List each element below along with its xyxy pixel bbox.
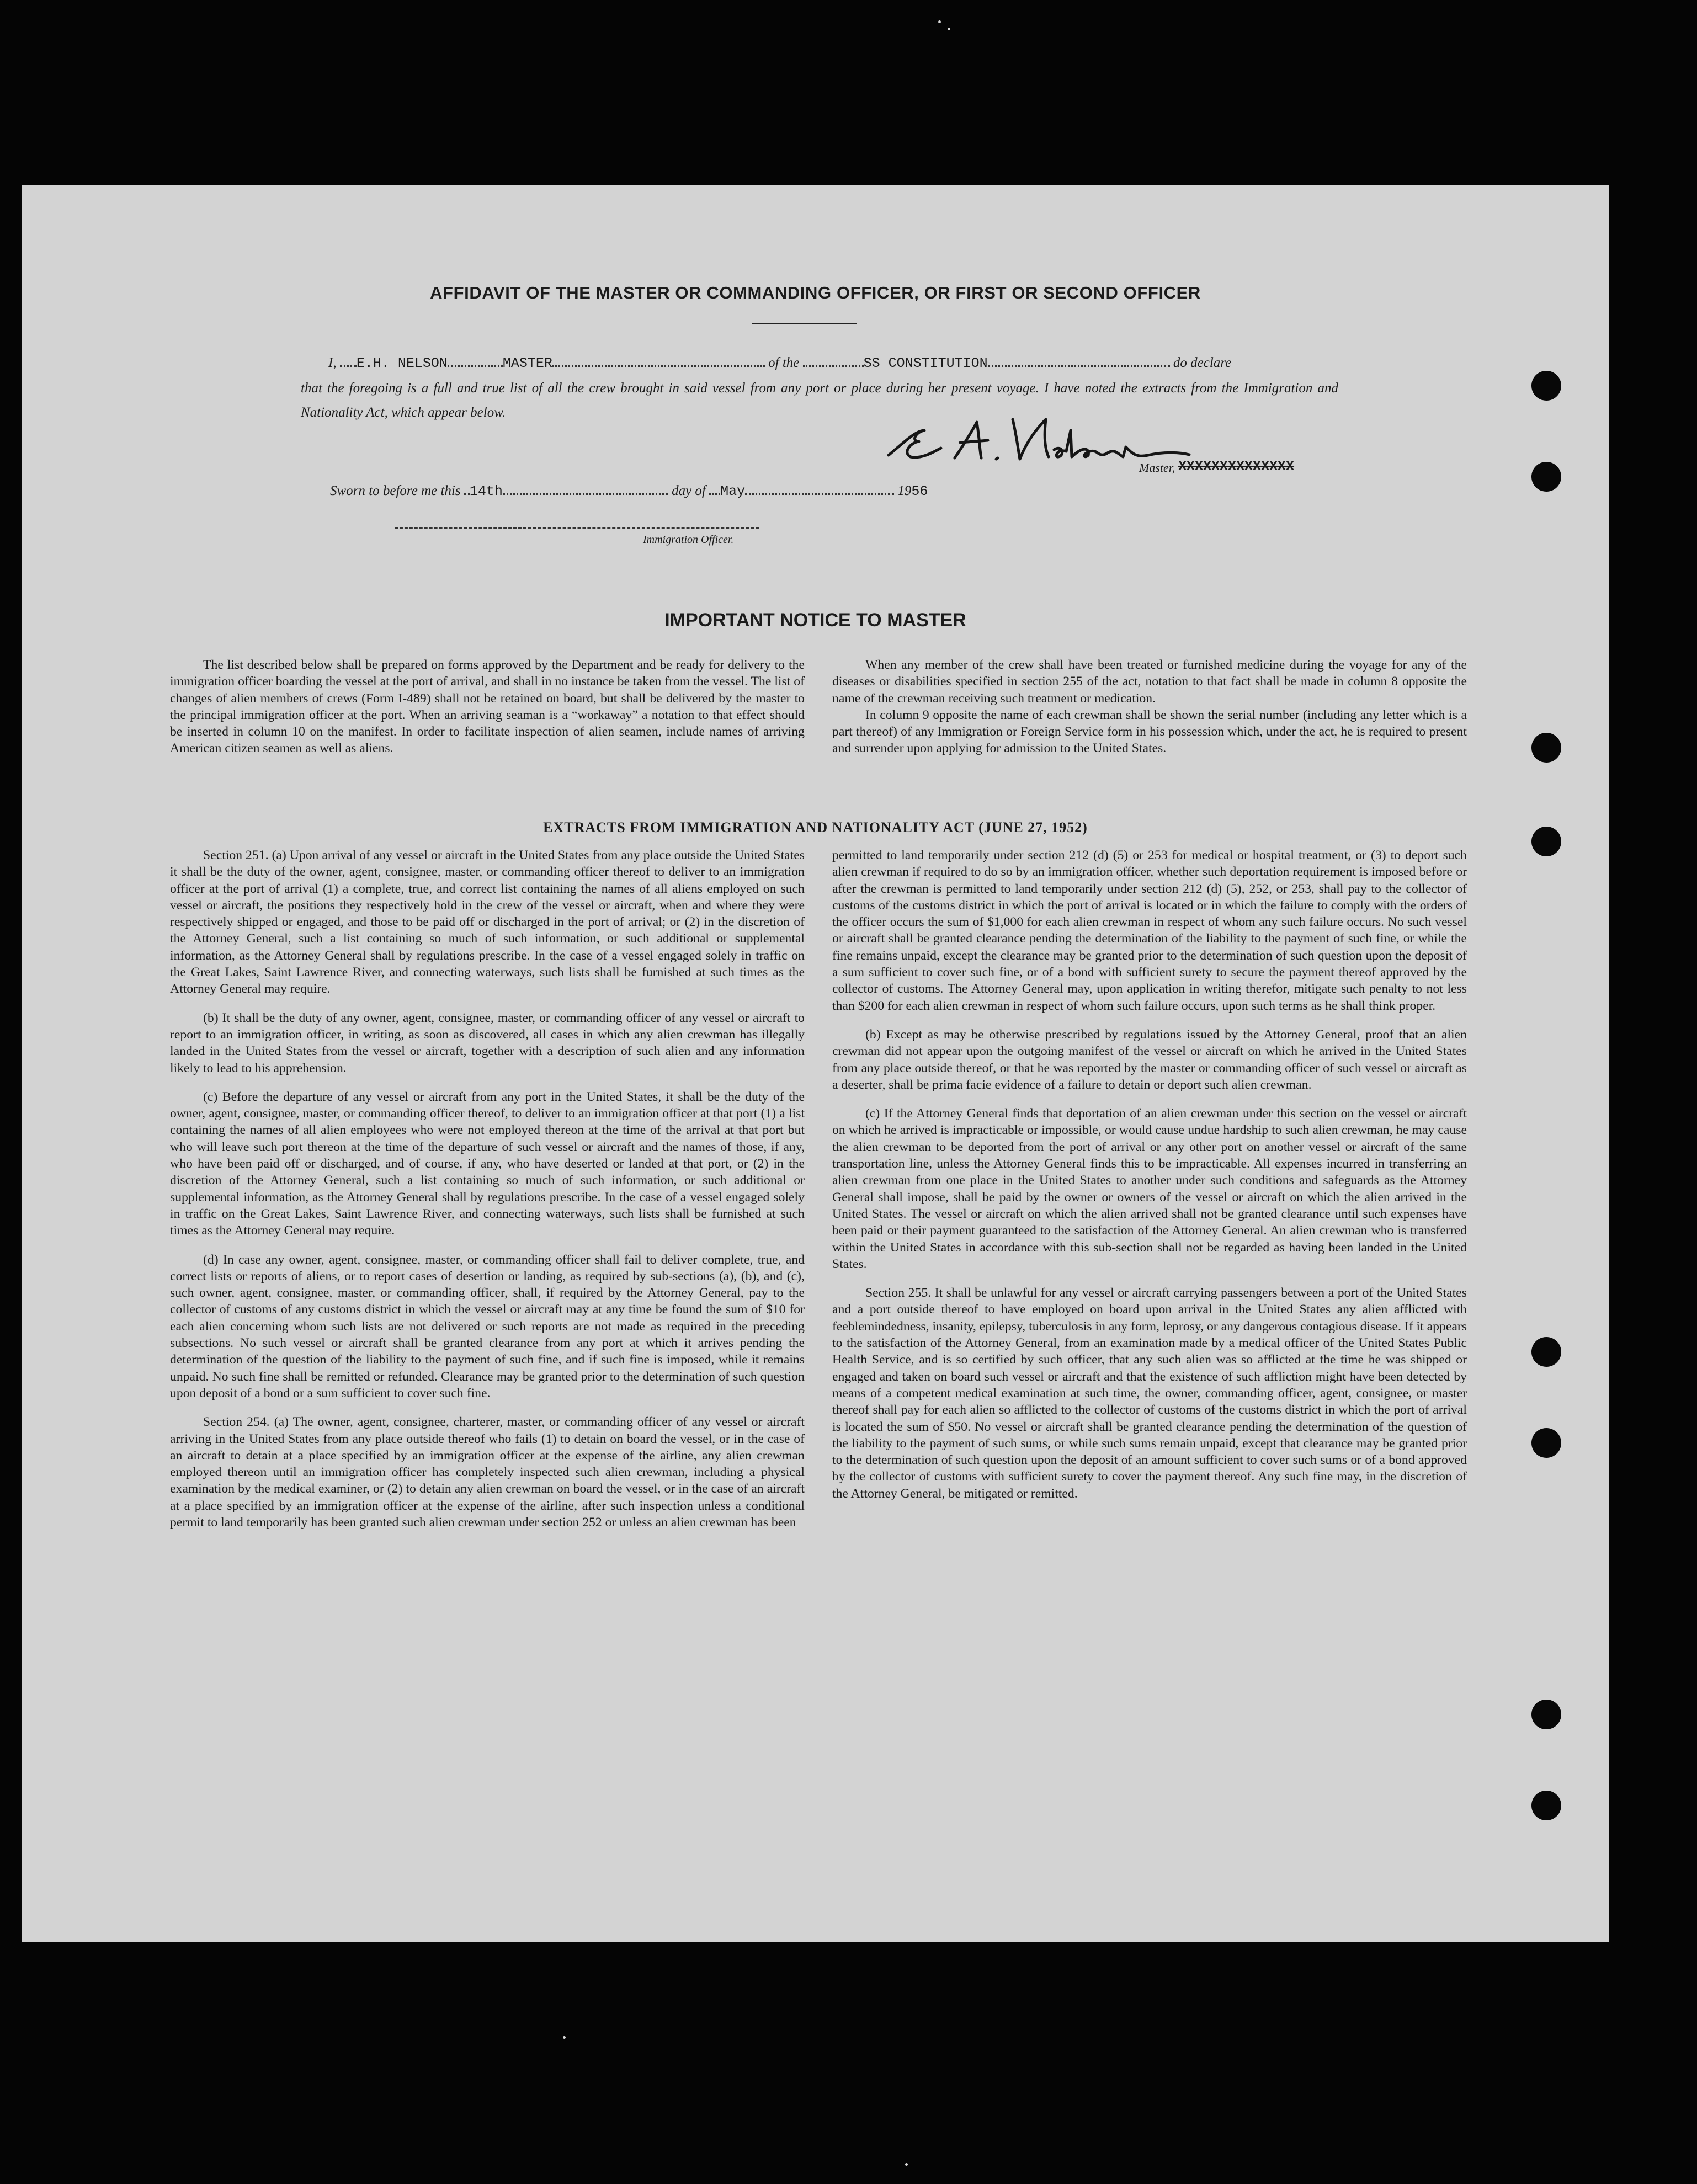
act-paragraph: (b) It shall be the duty of any owner, agent, consignee, master, or commanding officer of any vessel or aircraft to report to an immigration officer, in writing, as soon as discovered, all cases in which any alien crewman has illegally landed in the United States from the vessel or aircraft, together with a description of such alien and any information likely to lead to his apprehension.: [170, 1010, 805, 1075]
form-sheet: [22, 185, 1609, 1942]
sworn-prefix: Sworn to before me this: [330, 483, 461, 498]
affidavit-title: AFFIDAVIT OF THE MASTER OR COMMANDING OFFICER, OR FIRST OR SECOND OFFICER: [430, 283, 1201, 302]
extracts-title: EXTRACTS FROM IMMIGRATION AND NATIONALITY ACT (JUNE 27, 1952): [543, 819, 1088, 835]
declarant-rank: MASTER: [502, 355, 552, 371]
year-prefix: 19: [897, 483, 912, 498]
declarant-name: E.H. NELSON: [356, 355, 448, 371]
punch-hole: [1531, 827, 1561, 856]
of-the-label: of the: [768, 355, 800, 370]
act-paragraph: (d) In case any owner, agent, consignee, master, or commanding officer shall fail to deliver complete, true, and correct lists or reports of aliens, or to report cases of desertion or landing, as required by sub-sections (a), (b), and (c), such owner, agent, consignee, master, or commanding officer, shall, if required by the Attorney General, pay to the collector of customs of any customs district in which the vessel or aircraft may at any time be found the sum of $10 for each alien concerning whom such lists are not delivered or such reports are not made as required in the preceding subsections. No such vessel or aircraft shall be granted clearance from any port at which it arrives pending the determination of the question of the liability to the payment of such fine, and if such fine is imposed, while it remains unpaid. No such fine shall be remitted or refunded. Clearance may be granted prior to the determination of such question upon deposit of a bond or a sum sufficient to cover such fine.: [170, 1252, 805, 1400]
notice-left-column: [170, 657, 805, 769]
day-of-label: day of: [672, 483, 706, 498]
notice-paragraph: The list described below shall be prepared on forms approved by the Department and be ready for delivery to the immigration officer boarding the vessel at the port of arrival, and shall in no instance be taken from the vessel. The list of changes of alien members of crews (Form I-489) shall not be retained on board, but shall be delivered by the master to the principal immigration officer at the port. When an arriving seaman is a “workaway” a notation to that effect should be inserted in column 10 on the manifest. In order to facilitate inspection of alien seamen, include names of arriving American citizen seamen as well as aliens.: [170, 658, 805, 756]
notice-paragraph: In column 9 opposite the name of each crewman shall be shown the serial number (including any letter which is a part thereof) of any Immigration or Foreign Service form in his possession which, under the act, he is required to present and surrender upon applying for admission to the United States.: [832, 707, 1467, 756]
punch-hole: [1531, 371, 1561, 401]
sworn-line: [330, 481, 928, 499]
punch-hole: [1531, 1337, 1561, 1367]
declarant-line: [328, 353, 1333, 371]
dust-speck: [948, 28, 950, 30]
punch-hole: [1531, 1428, 1561, 1458]
dust-speck: [938, 20, 941, 23]
punch-hole: [1531, 1700, 1561, 1729]
notice-title: IMPORTANT NOTICE TO MASTER: [664, 610, 966, 631]
act-paragraph: (b) Except as may be otherwise prescribed by regulations issued by the Attorney General, proof that an alien crewman did not appear upon the outgoing manifest of the vessel or aircraft on which he arrived in the United States from any place outside thereof, or that he was reported by the master or commanding officer of such vessel or aircraft as a deserter, shall be prima facie evidence of a failure to detain or deport such alien crewman.: [832, 1027, 1467, 1092]
master-signature: [872, 408, 1192, 469]
sworn-day: 14th: [469, 483, 503, 499]
struck-title: XXXXXXXXXXXXXX: [1178, 459, 1295, 475]
act-paragraph: permitted to land temporarily under section 212 (d) (5) or 253 for medical or hospital treatment, or (3) to deport such alien crewman if required to do so by an immigration officer, whether such deportation requirement is imposed before or after the crewman is permitted to land temporarily under section 212 (d) (5), 252, or 253, shall pay to the collector of customs of the customs district in which the port of arrival is located or in which the failure to comply with the orders of the officer occurs the sum of $1,000 for each alien crewman in respect of whom any such failure occurs. No such vessel or aircraft shall be granted clearance pending the determination of the liability to the payment of such fine, or while the fine remains unpaid, except the clearance may be granted prior to the determination of such question upon the deposit of a sum sufficient to cover such fine, or of a bond with sufficient surety to secure the payment thereof approved by the collector of customs. The Attorney General may, upon application in writing therefor, mitigate such penalty to not less than $200 for each alien crewman in respect of whom such failure occurs, upon such terms as he shall think proper.: [832, 848, 1467, 1013]
notice-paragraph: When any member of the crew shall have been treated or furnished medicine during the voyage for any of the diseases or disabilities specified in section 255 of the act, notation to that fact shall be made in column 8 opposite the name of the crewman receiving such treatment or medication.: [832, 658, 1467, 706]
act-paragraph: (c) If the Attorney General finds that deportation of an alien crewman under this section on the vessel or aircraft on which he arrived is impracticable or impossible, or would cause undue hardship to such alien crewman, he may cause the alien crewman to be deported from the port of arrival or any other port on another vessel or aircraft of the same transportation line, unless the Attorney General finds this to be impracticable. All expenses incurred in transferring an alien crewman from one place in the United States to another under such conditions and safeguards as the Attorney General shall impose, shall be paid by the owner or owners of the vessel or aircraft on which the alien arrived in the United States. The vessel or aircraft on which the alien arrived shall not be granted clearance until such expenses have been paid or their payment guaranteed to the satisfaction of the Attorney General. An alien crewman who is transferred within the United States in accordance with this sub-section shall not be regarded as having been landed in the United States.: [832, 1106, 1467, 1271]
extracts-left-column: [170, 847, 805, 1543]
act-paragraph: Section 254. (a) The owner, agent, consignee, charterer, master, or commanding officer of any vessel or aircraft arriving in the United States from any place outside thereof who fails (1) to detain on board the vessel, or in the case of an aircraft to detain at a place specified by an immigration officer at the expense of the airline, any alien crewman employed thereon until an immigration officer has completely inspected such alien crewman, including a physical examination by the medical examiner, or (2) to detain any alien crewman on board the vessel, or in the case of an aircraft at a place specified by an immigration officer at the expense of the airline, after such inspection unless a conditional permit to land temporarily has been granted such alien crewman under section 252 or unless an alien crewman has been: [170, 1415, 805, 1530]
sworn-month: May: [720, 483, 746, 499]
punch-hole: [1531, 733, 1561, 763]
punch-hole: [1531, 1791, 1561, 1820]
notice-right-column: [832, 657, 1467, 769]
dust-speck: [563, 2036, 566, 2039]
declaration-text: that the foregoing is a full and true list of all the crew brought in said vessel from any port or place during her present voyage. I have noted the extracts from the Immigration and Nationality Act, which appear below.: [301, 381, 1338, 420]
master-label: Master,: [1139, 461, 1175, 475]
title-underline: [752, 323, 857, 324]
dust-speck: [905, 2163, 908, 2166]
sworn-year: 56: [911, 483, 928, 499]
vessel-name: SS CONSTITUTION: [863, 355, 988, 371]
act-paragraph: Section 255. It shall be unlawful for any vessel or aircraft carrying passengers between a port of the United States and a port outside thereof to have employed on board upon arrival in the United States any alien afflicted with feeblemindedness, insanity, epilepsy, tuberculosis in any form, leprosy, or any dangerous contagious disease. If it appears to the satisfaction of the Attorney General, from an examination made by a medical officer of the United States Public Health Service, and is so certified by such officer, that any such alien was so afflicted at the time he was shipped or engaged and taken on board such vessel or aircraft and that the existence of such affliction might have been detected by means of a competent medical examination at such time, the owner, commanding officer, agent, consignee, or master thereof shall pay for each alien so afflicted to the collector of customs of the customs district in which the port of arrival is located the sum of $50. No vessel or aircraft shall be granted clearance pending the determination of the question of the liability to the payment of such sums, or while such sums remain unpaid, except that clearance may be granted prior to the determination of such question upon the deposit of an amount sufficient to cover such sums or of a bond approved by the collector of customs with sufficient surety to cover the payment thereof. Any such fine may, in the discretion of the Attorney General, be mitigated or remitted.: [832, 1286, 1467, 1501]
act-paragraph: (c) Before the departure of any vessel or aircraft from any port in the United States, it shall be the duty of the owner, agent, consignee, master, or commanding officer thereof, to deliver to an immigration officer at that port (1) a list containing the names of all alien employees who were not employed thereon at the time of the arrival at that port but who will leave such port thereon at the time of the departure of such vessel or aircraft and the names of those, if any, who have been paid off or discharged, and of course, if any, who have deserted or landed at that port, or (2) in the discretion of the Attorney General, such a list containing so much of such information, or such additional or supplemental information, as the Attorney General shall by regulations prescribe. In the case of a vessel engaged solely in traffic on the Great Lakes, Saint Lawrence River, and connecting waterways, such lists shall be furnished at such times as the Attorney General may require.: [170, 1089, 805, 1238]
officer-signature-line: [395, 527, 759, 529]
officer-label: Immigration Officer.: [643, 534, 734, 546]
declare-label: do declare: [1173, 355, 1232, 370]
punch-hole: [1531, 462, 1561, 492]
act-paragraph: Section 251. (a) Upon arrival of any vessel or aircraft in the United States from any place outside the United States it shall be the duty of the owner, agent, consignee, master, or commanding officer thereof to deliver to an immigration officer at the port of arrival (1) a complete, true, and correct list containing the names of all aliens employed on such vessel or aircraft, the positions they respectively hold in the crew of the vessel or aircraft, when and where they were respectively shipped or engaged, and those to be paid off or discharged in the port of arrival; or (2) in the discretion of the Attorney General, such a list containing so much of such information, or such additional or supplemental information, as the Attorney General shall by regulations prescribe. In the case of a vessel engaged solely in traffic on the Great Lakes, Saint Lawrence River, and connecting waterways, such lists shall be furnished at such times as the Attorney General may require.: [170, 848, 805, 997]
extracts-right-column: [832, 847, 1467, 1514]
declarant-prefix: I,: [328, 355, 337, 370]
